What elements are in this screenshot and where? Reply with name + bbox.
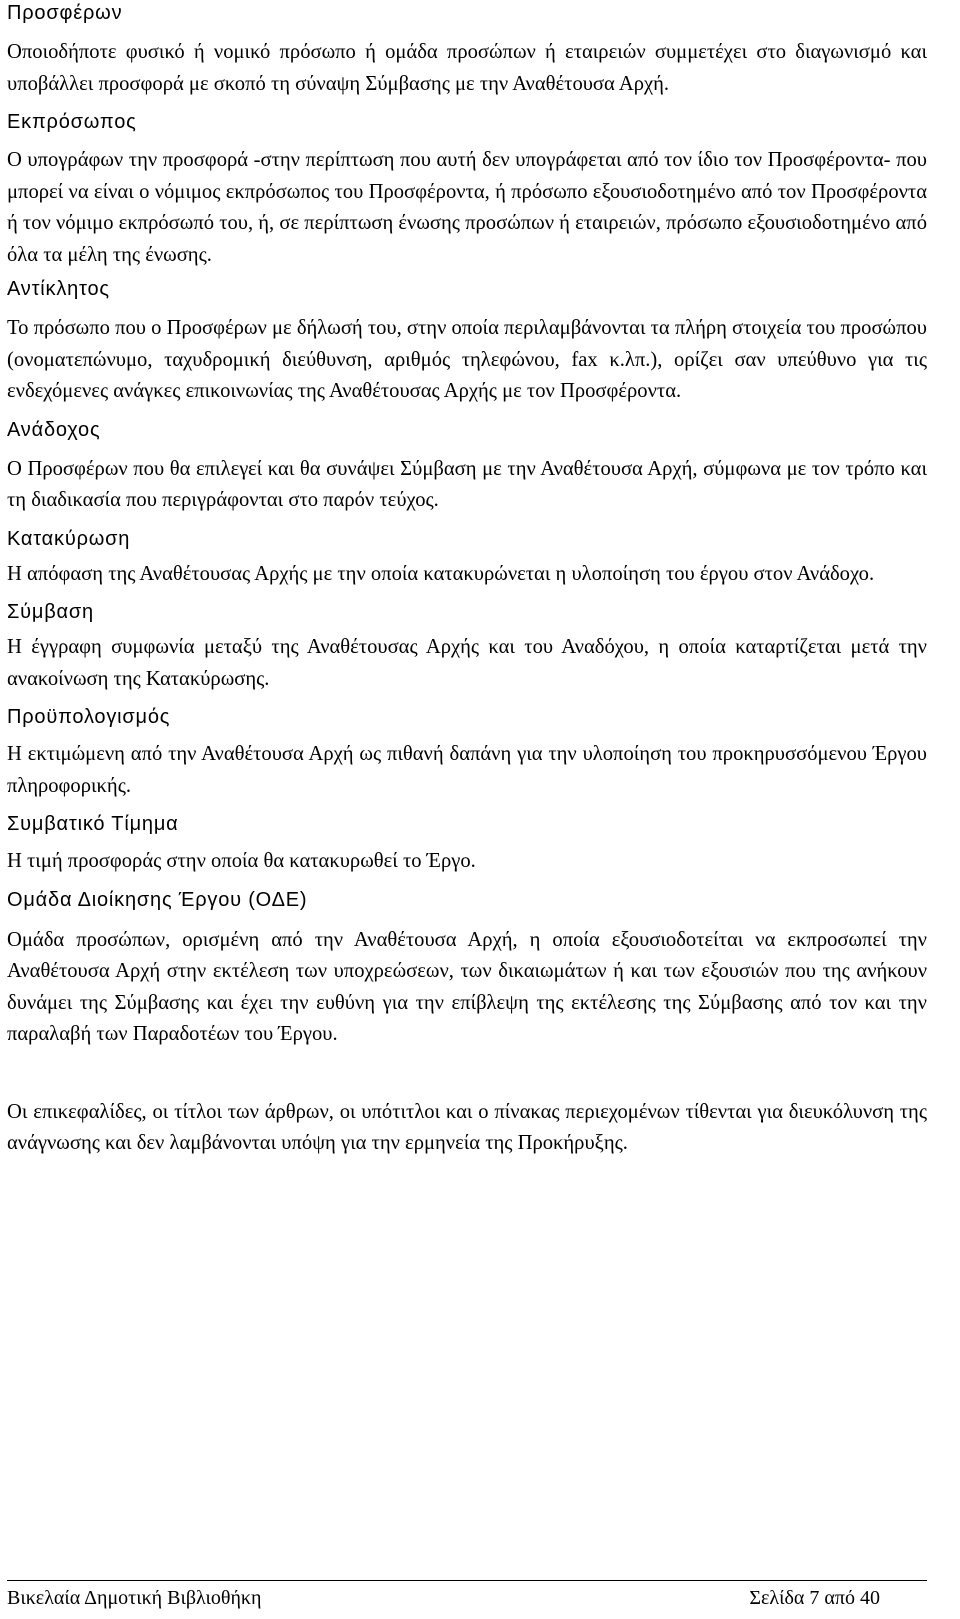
definition-block-agent [7, 276, 927, 408]
definition-block-contractor [7, 417, 927, 517]
term-heading: Ομάδα Διοίκησης Έργου (ΟΔΕ) [7, 888, 308, 911]
definition-block-offerer [7, 0, 927, 100]
term-heading: Αντίκλητος [7, 278, 110, 300]
term-heading: Εκπρόσωπος [7, 111, 137, 133]
term-definition: Η έγγραφη συμφωνία μεταξύ της Αναθέτουσας Αρχής και του Αναδόχου, η οποία καταρτίζεται μετά την ανακοίνωση της Κατακύρωσης. [7, 636, 927, 690]
definition-block-award [7, 526, 927, 591]
closing-note: Οι επικεφαλίδες, οι τίτλοι των άρθρων, οι υπότιτλοι και ο πίνακας περιεχομένων τίθενται για διευκόλυνση της ανάγνωσης και δεν λαμβάνονται υπόψη για την ερμηνεία της Προκήρυξης. [7, 1100, 927, 1154]
definition-block-contract [7, 599, 927, 695]
term-heading: Προσφέρων [7, 2, 123, 24]
term-definition: Η απόφαση της Αναθέτουσας Αρχής με την οποία κατακυρώνεται η υλοποίηση του έργου στον Ανάδοχο. [7, 562, 875, 585]
term-heading: Προϋπολογισμός [7, 706, 171, 728]
term-heading: Ανάδοχος [7, 418, 101, 441]
term-definition: Το πρόσωπο που ο Προσφέρων με δήλωσή του, στην οποία περιλαμβάνονται τα πλήρη στοιχεία του προσώπου (ονοματεπώνυμο, ταχυδρομική διεύθυνση, αριθμός τηλεφώνου, fax κ.λπ.), ορίζει σαν υπεύθυνο για τις ενδεχόμενες ανάγκες επικοινωνίας της Αναθέτουσας Αρχής με τον Προσφέροντα. [7, 317, 927, 402]
definition-block-project-management-team [7, 887, 927, 1051]
term-heading: Σύμβαση [7, 601, 94, 623]
document-page [7, 0, 927, 1160]
footer-page-number: Σελίδα 7 από 40 [749, 1587, 880, 1609]
term-definition: Η εκτιμώμενη από την Αναθέτουσα Αρχή ως πιθανή δαπάνη για την υλοποίηση του προκηρυσσόμενου Έργου πληροφορικής. [7, 743, 927, 797]
definition-block-representative [7, 109, 927, 271]
definition-block-contract-price [7, 811, 927, 878]
term-definition: Ο υπογράφων την προσφορά -στην περίπτωση που αυτή δεν υπογράφεται από τον ίδιο τον Προσφέροντα- που μπορεί να είναι ο νόμιμος εκπρόσωπος του Προσφέροντα, ή πρόσωπο εξουσιοδοτημένο από τον Προσφέροντα ή τον νόμιμο εκπρόσωπό του, ή, σε περίπτωση ένωσης προσώπων ή εταιρειών, πρόσωπο εξουσιοδοτημένο από όλα τα μέλη της ένωσης. [7, 149, 927, 266]
term-heading: Κατακύρωση [7, 527, 131, 550]
term-definition: Ο Προσφέρων που θα επιλεγεί και θα συνάψει Σύμβαση με την Αναθέτουσα Αρχή, σύμφωνα με τον τρόπο και τη διαδικασία που περιγράφονται στο παρόν τεύχος. [7, 457, 927, 511]
footer-library-name: Βικελαία Δημοτική Βιβλιοθήκη [7, 1587, 262, 1609]
term-definition: Η τιμή προσφοράς στην οποία θα κατακυρωθεί το Έργο. [7, 850, 476, 872]
term-heading: Συμβατικό Τίμημα [7, 813, 179, 835]
term-definition: Οποιοδήποτε φυσικό ή νομικό πρόσωπο ή ομάδα προσώπων ή εταιρειών συμμετέχει στο διαγωνισμό και υποβάλλει προσφορά με σκοπό τη σύναψη Σύμβασης με την Αναθέτουσα Αρχή. [7, 41, 927, 95]
definition-block-budget [7, 704, 927, 802]
page-footer [7, 1580, 927, 1615]
term-definition: Ομάδα προσώπων, ορισμένη από την Αναθέτουσα Αρχή, η οποία εξουσιοδοτείται να εκπροσωπεί την Αναθέτουσα Αρχή στην εκτέλεση των υποχρεώσεων, των δικαιωμάτων ή και των εξουσιών που της ανήκουν δυνάμει της Σύμβασης και έχει την ευθύνη για την επίβλεψη της εκτέλεσης της Σύμβασης από τον και την παραλαβή των Παραδοτέων του Έργου. [7, 928, 927, 1045]
